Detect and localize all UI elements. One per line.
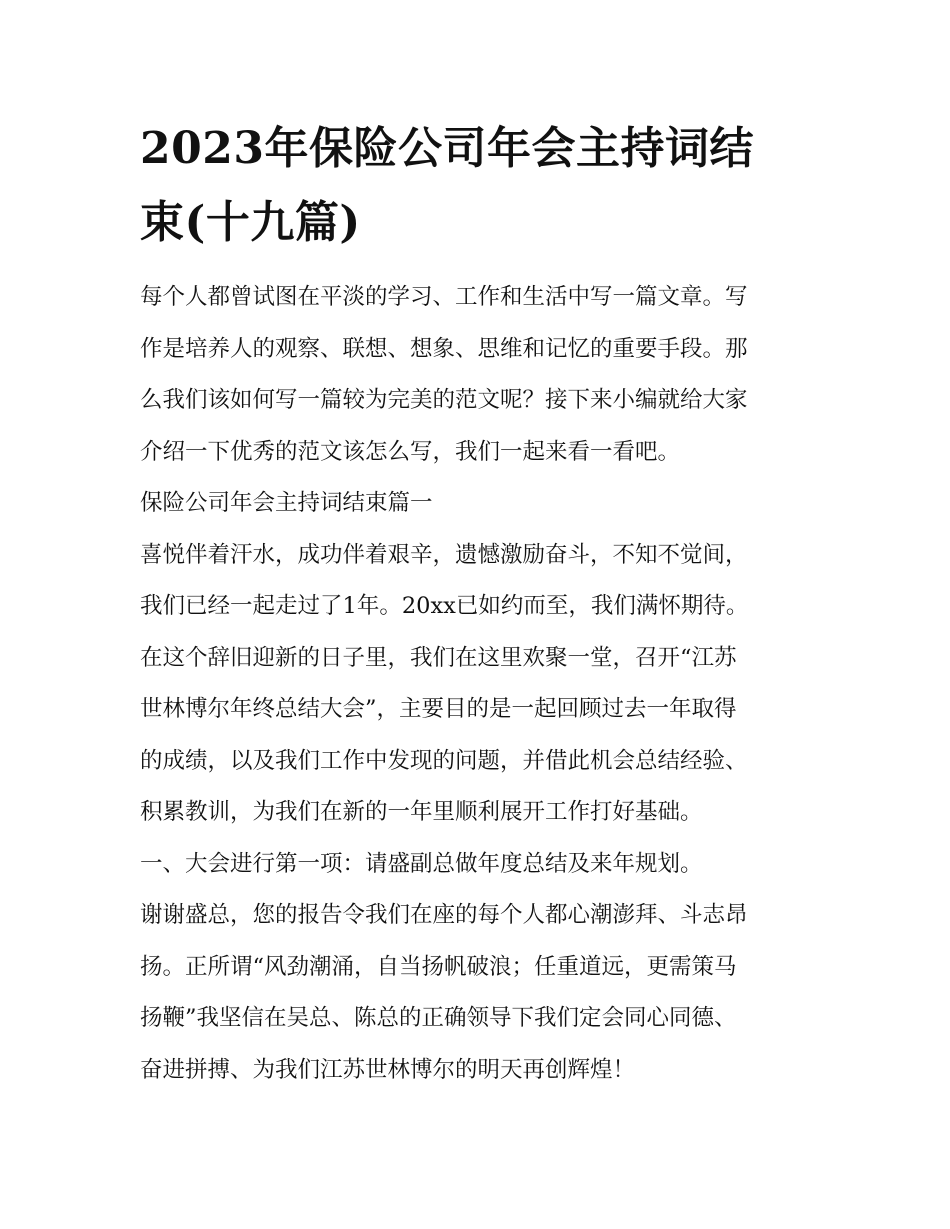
text-line: 扬鞭”我坚信在吴总、陈总的正确领导下我们定会同心同德、 (140, 1005, 737, 1031)
text-line: 在这个辞旧迎新的日子里，我们在这里欢聚一堂，召开“江苏 (140, 644, 737, 671)
agenda-item (140, 839, 812, 891)
document-content (140, 112, 812, 1096)
text-line: 么我们该如何写一篇较为完美的范文呢？接下来小编就给大家 (140, 387, 748, 413)
text-line: 我们已经一起走过了1年。20xx已如约而至，我们满怀期待。 (140, 593, 749, 619)
text-line: 奋进拼搏、为我们江苏世林博尔的明天再创辉煌！ (140, 1056, 636, 1083)
title-line: 束(十九篇) (140, 197, 361, 248)
intro-paragraph (140, 272, 812, 478)
text-line: 世林博尔年终总结大会”，主要目的是一起回顾过去一年取得 (140, 696, 737, 722)
text-line: 谢谢盛总，您的报告令我们在座的每个人都心潮澎拜、斗志昂 (140, 902, 748, 928)
text-line: 喜悦伴着汗水，成功伴着艰辛，遗憾激励奋斗，不知不觉间， (140, 541, 748, 568)
text-line: 扬。正所谓“风劲潮涌，自当扬帆破浪；任重道远，更需策马 (140, 953, 737, 980)
text-line: 一、大会进行第一项：请盛副总做年度总结及来年规划。 (140, 850, 703, 877)
text-line: 的成绩，以及我们工作中发现的问题，并借此机会总结经验、 (140, 747, 748, 774)
document-body (140, 272, 812, 1096)
text-line: 保险公司年会主持词结束篇一 (140, 490, 433, 516)
text-line: 作是培养人的观察、联想、想象、思维和记忆的重要手段。那 (140, 335, 748, 362)
text-line: 介绍一下优秀的范文该怎么写，我们一起来看一看吧。 (140, 438, 681, 465)
section-heading (140, 478, 812, 530)
closing-paragraph (140, 890, 812, 1096)
opening-paragraph (140, 530, 812, 839)
text-line: 每个人都曾试图在平淡的学习、工作和生活中写一篇文章。写 (140, 284, 748, 310)
document-title (140, 112, 812, 260)
text-line: 积累教训，为我们在新的一年里顺利展开工作打好基础。 (140, 799, 703, 825)
title-line: 2023年保险公司年会主持词结 (140, 123, 754, 174)
